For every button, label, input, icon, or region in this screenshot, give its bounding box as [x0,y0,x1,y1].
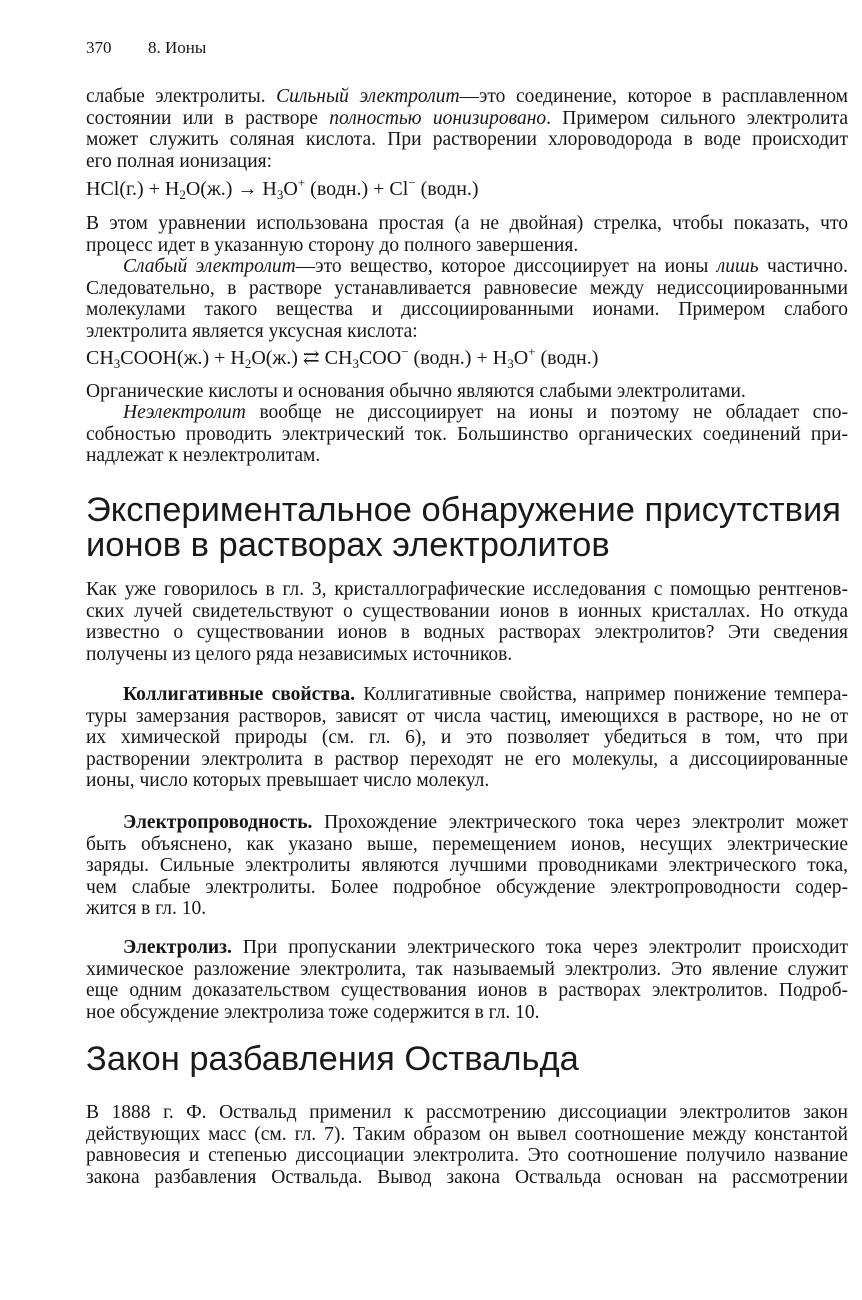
text-line: Как уже говорилось в гл. 3, кристаллографические исследования с помощью рентгенов- [86,579,848,600]
formula-text: (водн.) + Cl [305,178,409,200]
formula-text: COO [358,347,402,369]
formula-text: CH [86,347,114,369]
superscript: − [408,175,416,190]
superscript: + [297,175,306,190]
text-run: Прохождение электрического тока через электролит может [312,812,848,833]
paragraph [86,213,848,256]
formula-text: O(ж.) → H [185,178,277,200]
text-run: вообще не диссоциирует на ионы и поэтому не обладает спо- [245,402,848,423]
italic-term: полностью ионизировано [329,107,547,129]
text-line [86,402,848,424]
bold-lead-in: Электропроводность. [123,812,313,833]
italic-term: лишь [716,256,759,277]
text-line: действующих масс (см. гл. 7). Таким образом он вывел соотношение между константой [86,1123,848,1145]
subscript: 3 [507,356,514,371]
text-run: При пропускании электрического тока через электролит происходит [231,937,848,958]
formula-text: (водн.) + H [408,347,508,369]
text-line: еще одним доказательством существования ионов в растворах электролитов. Подроб- [86,980,848,1001]
paragraph [86,1102,848,1188]
chemical-equation [86,177,848,201]
text-line: может служить соляная кислота. При растворении хлороводорода в воде происходит [86,129,848,150]
text-line: Органические кислоты и основания обычно являются слабыми электролитами. [86,381,746,402]
italic-term: Слабый электролит [123,256,296,277]
section-heading [86,1042,848,1077]
text-line: равновесия и степенью диссоциации электролита. Это соотношение получило название [86,1145,848,1166]
bold-lead-in: Электролиз. [123,937,232,958]
text-line [86,108,848,130]
text-run: . Примером сильного электролита [546,107,848,129]
formula-text: HCl(г.) + H [86,178,180,200]
text-line [86,684,848,706]
bold-lead-in: Коллигативные свойства. [123,684,356,705]
paragraph [86,684,848,792]
text-line: ских лучей свидетельствуют о существовании ионов в ионных кристаллах. Но откуда [86,600,848,622]
text-run: частично. [758,256,848,277]
heading-line: Экспериментальное обнаружение присутствия [86,491,841,529]
text-line: его полная ионизация: [86,150,273,172]
text-line: получены из целого ряда независимых источников. [86,643,513,665]
formula-text: O [513,347,529,369]
text-line: надлежат к неэлектролитам. [86,445,321,466]
text-line: туры замерзания растворов, зависят от числа частиц, имеющихся в растворе, но не от [86,705,848,727]
section-heading [86,493,848,563]
heading-line: ионов в растворах электролитов [86,526,610,564]
text-line: жится в гл. 10. [86,898,207,919]
chapter-title: 8. Ионы [148,38,207,57]
text-line: ионы, число которых превышает число молекул. [86,770,490,791]
paragraph [86,579,848,665]
subscript: 2 [244,356,252,371]
paragraph [86,937,848,1023]
subscript: 2 [179,187,186,202]
text-run: —это вещество, которое диссоциирует на ионы [295,256,717,277]
text-run: слабые электролиты. [86,86,277,107]
paragraph [86,812,848,920]
running-header [86,38,386,58]
text-line: собностью проводить электрический ток. Большинство органических соединений при- [86,423,848,445]
text-line: ное обсуждение электролиза тоже содержится в гл. 10. [86,1001,540,1023]
paragraph [86,402,848,467]
text-line: растворении электролита в раствор переходят не его молекулы, а диссоциированные [86,748,848,770]
text-line: В этом уравнении использована простая (а не двойная) стрелка, чтобы показать, что [86,213,848,234]
text-line [86,937,848,959]
italic-term: Сильный электролит [276,86,460,107]
subscript: 3 [276,187,284,202]
text-line: их химической природы (см. гл. 6), и это позволяет убедиться в том, что при [86,727,848,748]
text-run: Коллигативные свойства, например понижение темпера- [355,684,848,705]
superscript: + [528,344,536,359]
superscript: − [401,344,409,359]
text-line: заряды. Сильные электролиты являются лучшими проводниками электрического тока, [86,855,848,876]
text-line: В 1888 г. Ф. Оствальд применил к рассмотрению диссоциации электролитов закон [86,1102,848,1123]
text-run: состоянии или в растворе [86,107,330,129]
text-line [86,86,848,108]
text-line: Следовательно, в растворе устанавливается равновесие между недиссоциированными [86,277,848,299]
text-line: молекулами такого вещества и диссоциированными ионами. Примером слабого [86,299,848,320]
text-line: электролита является уксусная кислота: [86,320,418,342]
formula-text: COOH(ж.) + H [120,347,245,369]
formula-text: O(ж.) ⇄ CH [251,347,353,369]
page-number: 370 [86,38,112,57]
chemical-equation [86,346,848,370]
text-line: процесс идет в указанную сторону до полного завершения. [86,234,579,256]
subscript: 3 [113,356,121,371]
paragraph [86,86,848,172]
paragraph [86,381,848,403]
heading-line: Закон разбавления Оствальда [86,1040,579,1078]
formula-text: (водн.) [415,178,479,200]
formula-text: (водн.) [535,347,599,369]
text-line: чем слабые электролиты. Более подробное обсуждение электропроводности содер- [86,876,848,898]
text-line: быть объяснено, как указано выше, перемещением ионов, несущих электрические [86,833,848,855]
text-line: известно о существовании ионов в водных растворах электролитов? Эти сведения [86,622,848,643]
text-line: закона разбавления Оствальда. Вывод закона Оствальда основан на рассмотрении [86,1166,848,1188]
subscript: 3 [352,356,359,371]
text-line: химическое разложение электролита, так называемый электролиз. Это явление служит [86,958,848,980]
text-run: —это соединение, которое в расплавленном [459,86,848,107]
text-line [86,256,848,278]
formula-text: O [283,178,298,200]
text-line [86,812,848,834]
paragraph [86,256,848,342]
italic-term: Неэлектролит [123,402,246,423]
